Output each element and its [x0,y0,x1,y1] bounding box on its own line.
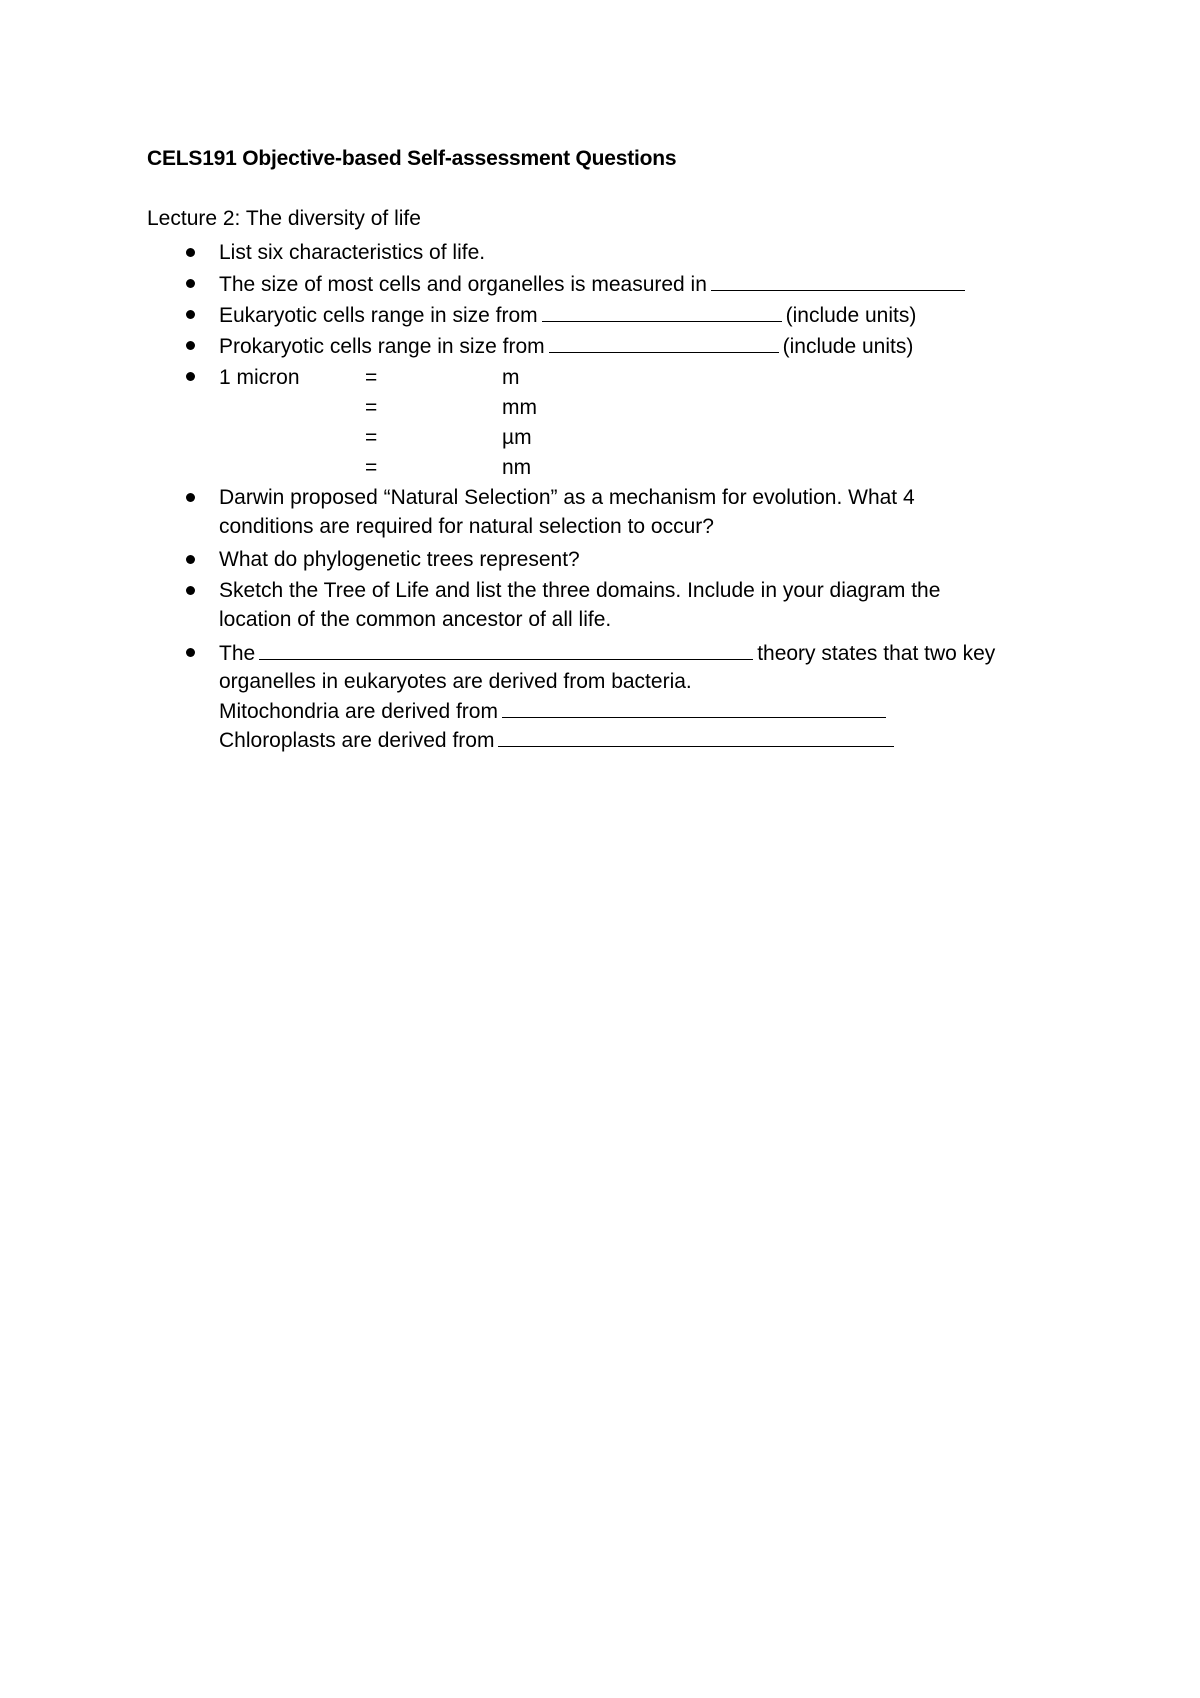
unit-label: nm [502,456,532,479]
question-tree-of-life-line1: Sketch the Tree of Life and list the three domains. Include in your diagram the [219,579,941,602]
unit-label: mm [502,396,537,419]
question-characteristics: List six characteristics of life. [219,241,486,264]
equals-sign: = [365,456,378,479]
unit-label: m [502,366,520,389]
bullet-icon [186,648,195,657]
equals-sign: = [365,396,378,419]
bullet-icon [186,248,195,257]
micron-label: 1 micron [219,366,300,389]
bullet-icon [186,279,195,288]
bullet-icon [186,493,195,502]
question-theory-line2: organelles in eukaryotes are derived from bacteria. [219,670,692,693]
question-eukaryotic-size: Eukaryotic cells range in size from (include units) [219,304,917,327]
question-natural-selection-line1: Darwin proposed “Natural Selection” as a mechanism for evolution. What 4 [219,486,915,509]
answer-blank[interactable] [498,729,894,747]
lecture-heading: Lecture 2: The diversity of life [147,207,421,230]
bullet-icon [186,586,195,595]
equals-sign: = [365,426,378,449]
answer-blank[interactable] [549,335,779,353]
question-prokaryotic-size: Prokaryotic cells range in size from (include units) [219,335,914,358]
answer-blank[interactable] [711,273,965,291]
answer-blank[interactable] [542,304,782,322]
question-chloroplasts: Chloroplasts are derived from [219,729,898,751]
question-phylogenetic-trees: What do phylogenetic trees represent? [219,548,580,571]
document-title: CELS191 Objective-based Self-assessment Questions [147,147,677,170]
bullet-icon [186,310,195,319]
equals-sign: = [365,366,378,389]
unit-label: µm [502,426,532,449]
answer-blank[interactable] [259,642,753,660]
answer-blank[interactable] [502,700,886,718]
bullet-icon [186,372,195,381]
bullet-icon [186,555,195,564]
question-mitochondria: Mitochondria are derived from [219,700,890,722]
question-theory-line1: The theory states that two key [219,642,996,665]
question-natural-selection-line2: conditions are required for natural selection to occur? [219,515,714,538]
bullet-icon [186,341,195,350]
question-tree-of-life-line2: location of the common ancestor of all life. [219,608,612,631]
question-cell-size-unit: The size of most cells and organelles is measured in [219,273,969,295]
